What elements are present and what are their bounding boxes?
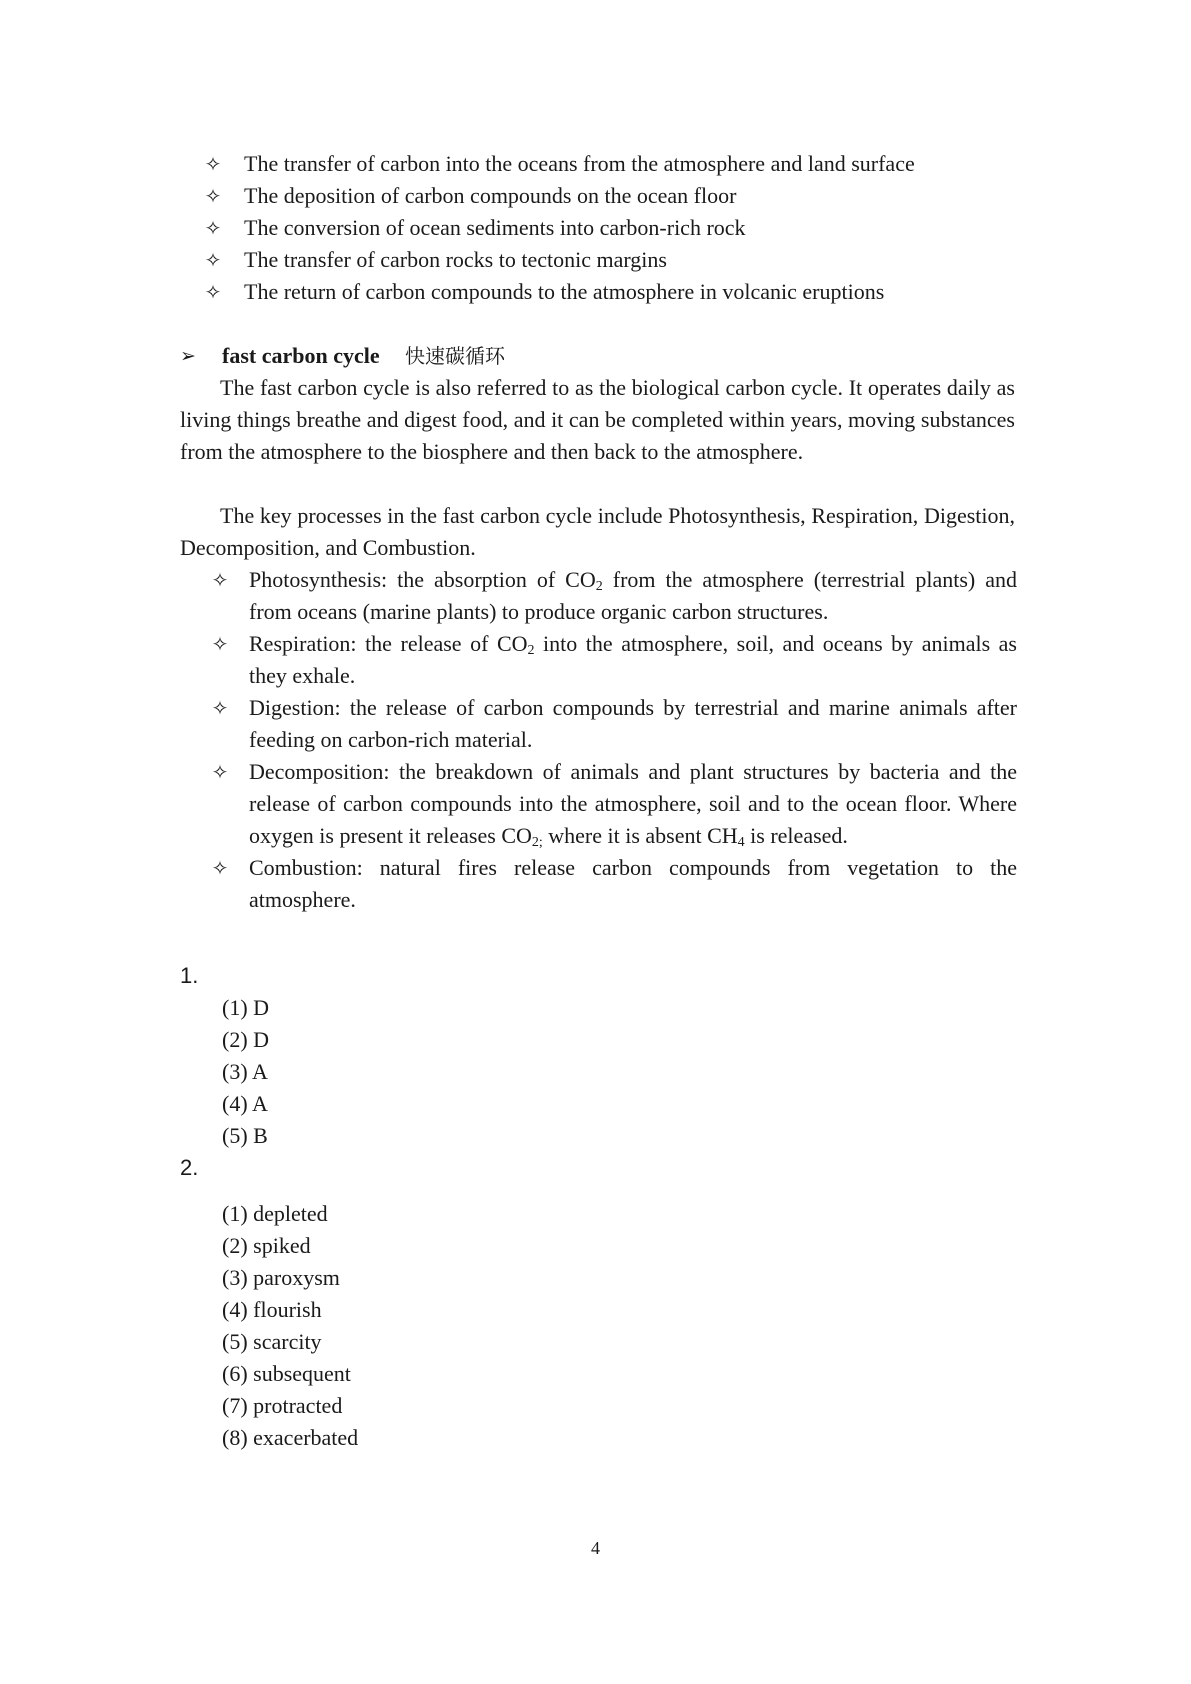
diamond-bullet-icon: ✧ xyxy=(211,568,229,592)
diamond-bullet-icon: ✧ xyxy=(204,248,222,272)
list-item-decomposition xyxy=(207,756,1017,852)
question-number: 2. xyxy=(180,1155,199,1180)
intro-paragraph: The fast carbon cycle is also referred to as the biological carbon cycle. It operates daily as living things breathe and digest food, and it can be completed within years, moving substances from the atmosphere to the biosphere and then back to the atmosphere. xyxy=(180,375,1015,464)
list-item xyxy=(200,276,1060,308)
answer-item: (2) D xyxy=(222,1027,270,1052)
list-item-text: The transfer of carbon into the oceans from the atmosphere and land surface xyxy=(244,151,915,176)
answer-item: (3) A xyxy=(222,1059,268,1084)
item-text: Photosynthesis: the absorption of $CO_2$ from the atmosphere (terrestrial plants) and from oceans (marine plants) to produce organic carbon structures. xyxy=(249,567,1017,624)
list-item-respiration xyxy=(207,628,1017,692)
list-item xyxy=(200,148,1060,180)
answer-item: (5) B xyxy=(222,1123,268,1148)
answer-item: (2) spiked xyxy=(222,1233,311,1258)
item-text: Decomposition: the breakdown of animals and plant structures by bacteria and the release of carbon compounds into the atmosphere, soil and to the ocean floor. Where oxygen is present it releases $CO_{2;}$ where it is absent $CH_4$ is released. xyxy=(249,759,1017,850)
list-item-text: The transfer of carbon rocks to tectonic margins xyxy=(244,247,667,272)
page-number: 4 xyxy=(591,1538,600,1558)
list-item xyxy=(200,180,1060,212)
list-item-text: The conversion of ocean sediments into carbon-rich rock xyxy=(244,215,746,240)
list-item xyxy=(200,212,1060,244)
diamond-bullet-icon: ✧ xyxy=(204,152,222,176)
diamond-bullet-icon: ✧ xyxy=(204,216,222,240)
diamond-bullet-icon: ✧ xyxy=(211,696,229,720)
diamond-bullet-icon: ✧ xyxy=(204,184,222,208)
section-title-chinese: 快速碳循环 xyxy=(405,344,505,368)
answer-item: (1) depleted xyxy=(222,1201,328,1226)
answer-item: (6) subsequent xyxy=(222,1361,351,1386)
section-title: fast carbon cycle xyxy=(222,343,380,368)
answer-item: (4) A xyxy=(222,1091,268,1116)
diamond-bullet-icon: ✧ xyxy=(211,632,229,656)
answer-item: (8) exacerbated xyxy=(222,1425,359,1450)
answer-item: (1) D xyxy=(222,995,270,1020)
slow-cycle-steps-list xyxy=(200,148,1060,308)
item-text: Respiration: the release of $CO_2$ into the atmosphere, soil, and oceans by animals as they exhale. xyxy=(249,631,1017,688)
list-item-combustion xyxy=(207,852,1017,916)
answer-item: (4) flourish xyxy=(222,1297,322,1322)
item-text: Combustion: natural fires release carbon compounds from vegetation to the atmosphere. xyxy=(249,855,1017,912)
answer-item: (5) scarcity xyxy=(222,1329,322,1354)
list-item-text: The return of carbon compounds to the atmosphere in volcanic eruptions xyxy=(244,279,885,304)
fast-cycle-processes-list xyxy=(207,564,1017,916)
item-text: Digestion: the release of carbon compounds by terrestrial and marine animals after feeding on carbon-rich material. xyxy=(249,695,1017,752)
answer-list xyxy=(222,1198,358,1454)
diamond-bullet-icon: ✧ xyxy=(211,856,229,880)
list-item-photosynthesis xyxy=(207,564,1017,628)
list-item-text: The deposition of carbon compounds on the ocean floor xyxy=(244,183,737,208)
question-number: 1. xyxy=(180,963,199,988)
diamond-bullet-icon: ✧ xyxy=(204,280,222,304)
answer-list xyxy=(222,992,269,1152)
list-item xyxy=(200,244,1060,276)
answer-item: (3) paroxysm xyxy=(222,1265,340,1290)
list-item-digestion xyxy=(207,692,1017,756)
arrow-bullet-icon: ➢ xyxy=(180,345,196,367)
processes-paragraph: The key processes in the fast carbon cycle include Photosynthesis, Respiration, Digestion, Decomposition, and Combustion. xyxy=(180,503,1015,560)
diamond-bullet-icon: ✧ xyxy=(211,760,229,784)
answer-item: (7) protracted xyxy=(222,1393,343,1418)
